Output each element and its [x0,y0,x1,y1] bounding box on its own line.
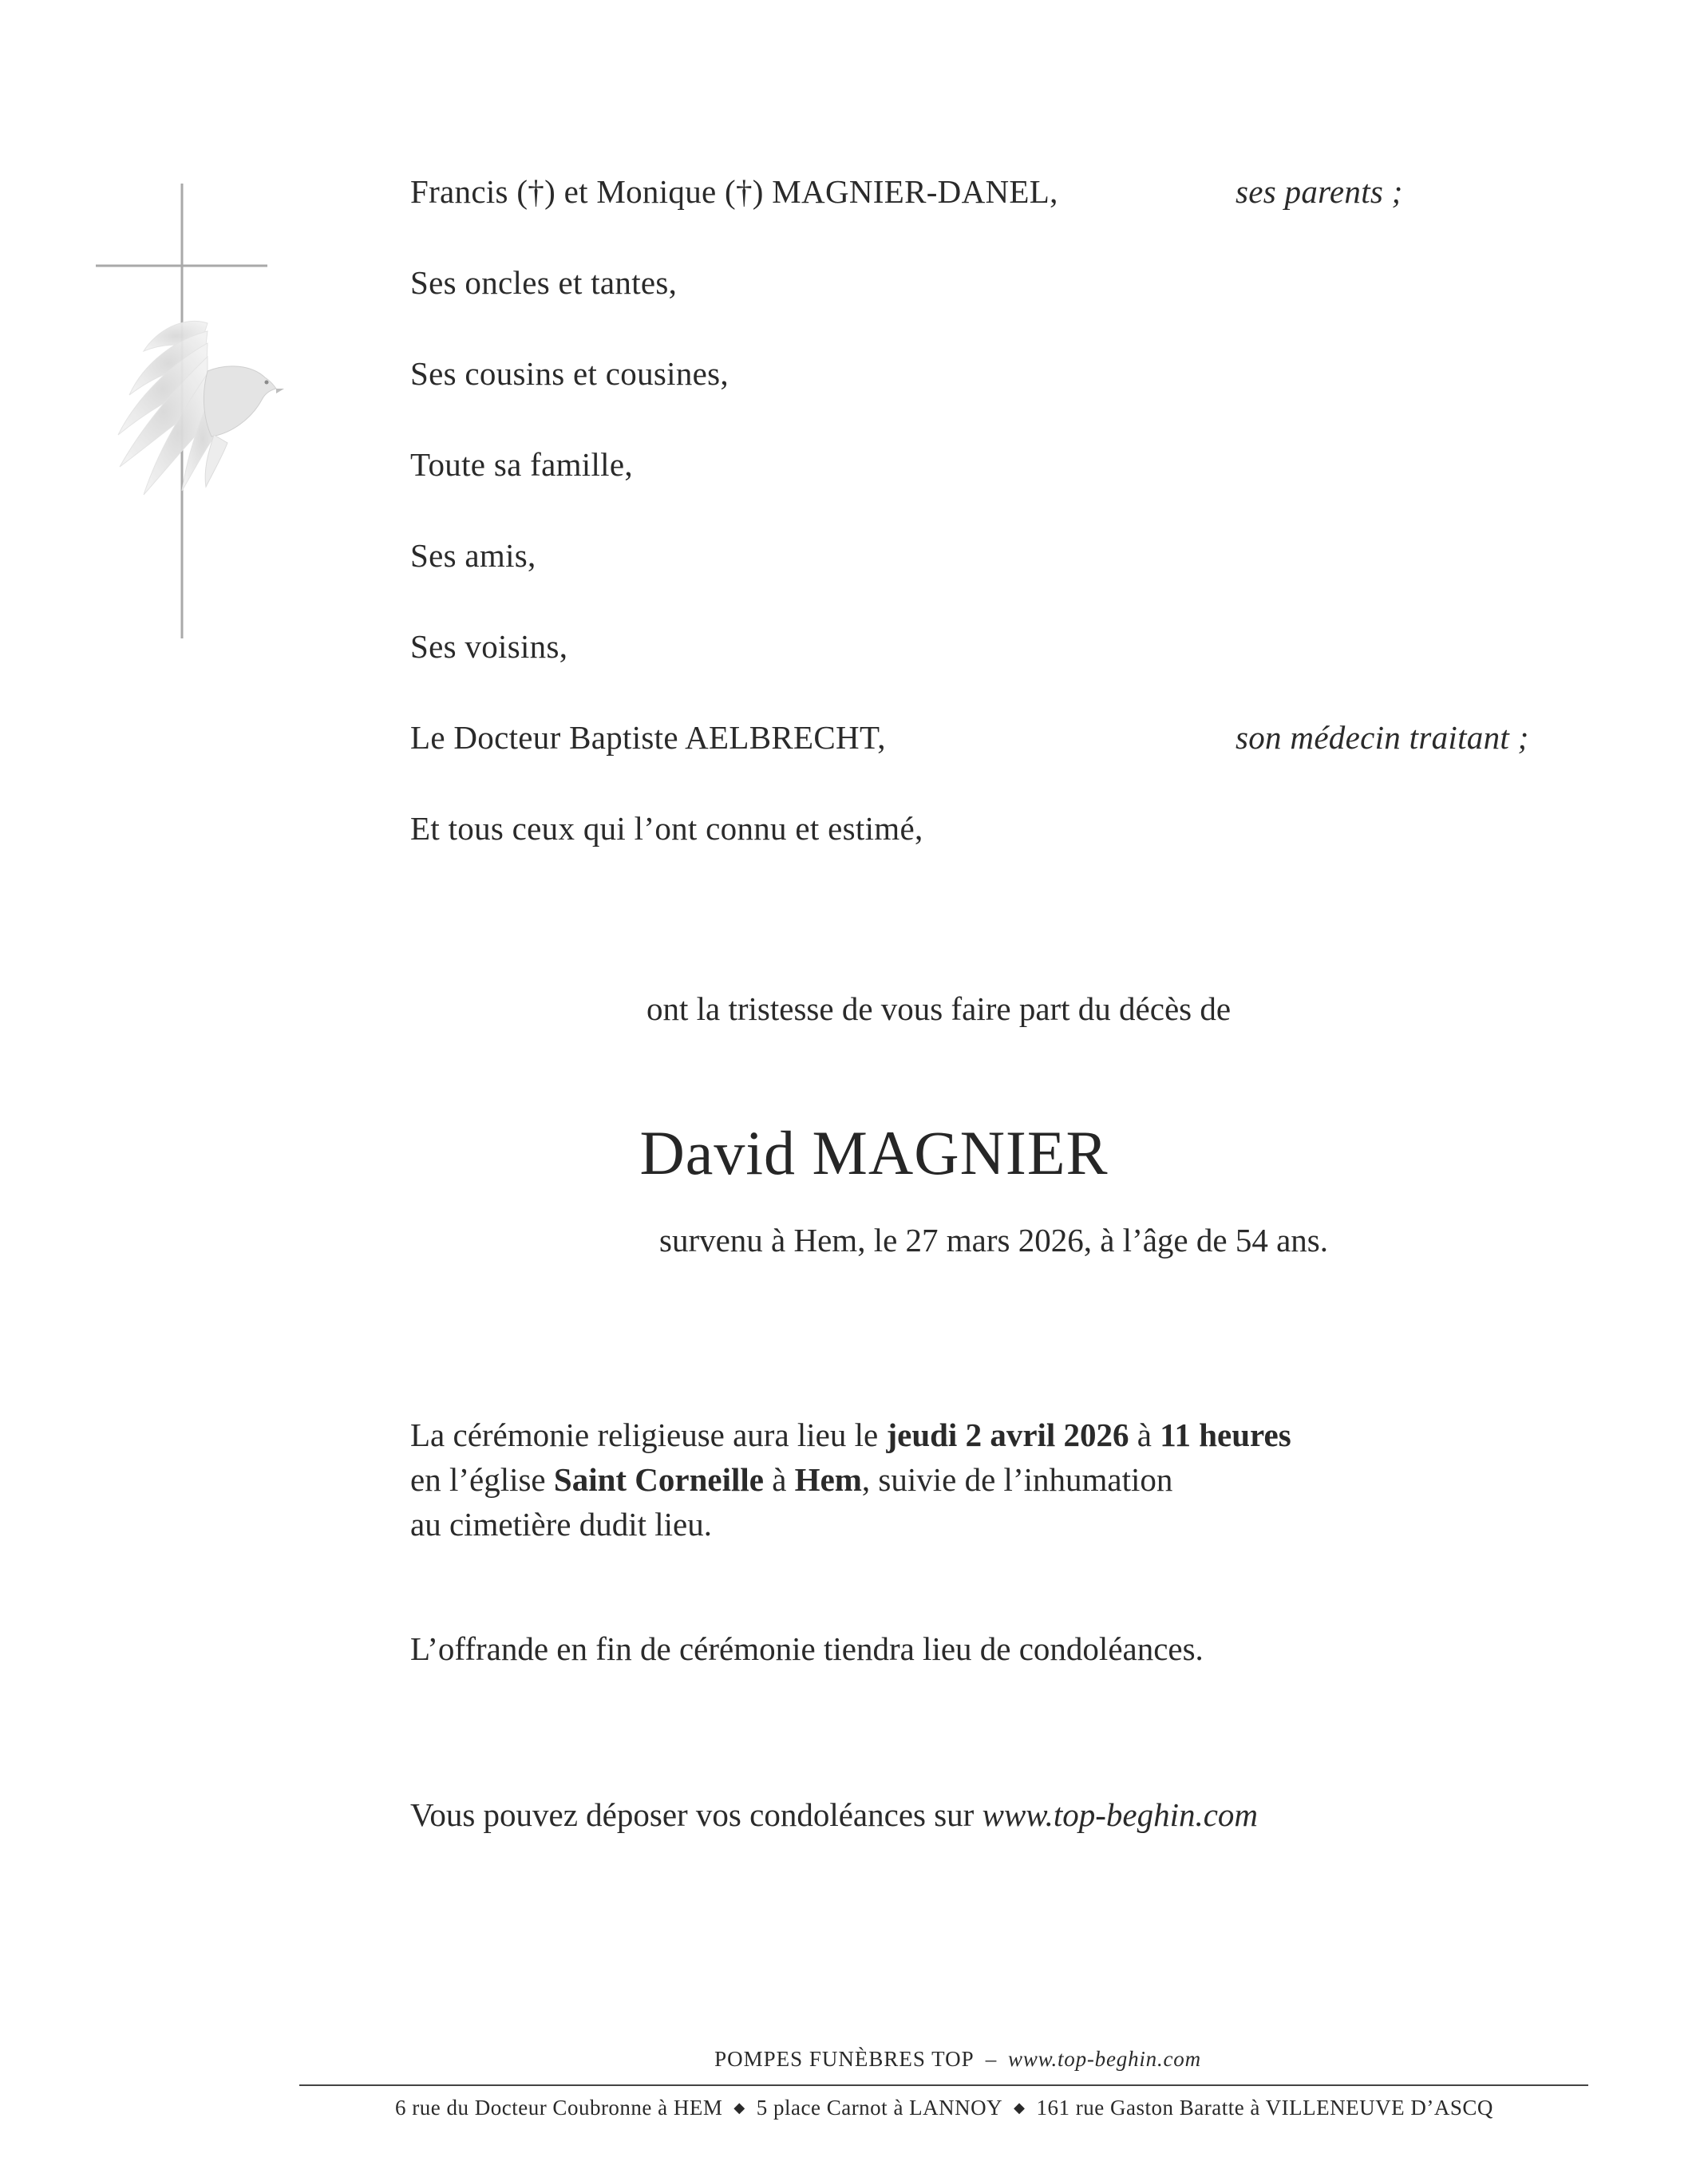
footer-website-link[interactable]: www.top-beghin.com [1008,2047,1201,2071]
ceremony-line-2 [410,1457,1291,1502]
company-name: POMPES FUNÈBRES TOP [714,2047,975,2071]
family-member-name: Et tous ceux qui l’ont connu et estimé, [410,810,923,847]
condolence-line [410,1796,1258,1834]
ceremony-line-3: au cimetière dudit lieu. [410,1506,712,1543]
family-member-name: Ses oncles et tantes, [410,264,678,301]
church-mid: à [763,1461,795,1498]
family-member-name: Toute sa famille, [410,446,633,483]
address-villeneuve: 161 rue Gaston Baratte à VILLENEUVE D’ASCQ [1036,2096,1493,2120]
ceremony-time: 11 heures [1160,1416,1291,1453]
family-row [410,353,1591,444]
family-member-name: Francis (†) et Monique (†) MAGNIER-DANEL, [410,173,1058,210]
family-row [410,535,1591,626]
cross-dove-emblem [88,180,295,642]
church-prefix: en l’église [410,1461,554,1498]
family-row [410,717,1591,808]
church-town: Hem [794,1461,862,1498]
address-hem: 6 rue du Docteur Coubronne à HEM [395,2096,723,2120]
deceased-name-block [0,1117,1708,1189]
ceremony-prefix: La cérémonie religieuse aura lieu le [410,1416,887,1453]
footer-dash: – [985,2047,998,2071]
family-member-name: Ses voisins, [410,628,568,665]
church-name: Saint Corneille [553,1461,764,1498]
family-member-name: Le Docteur Baptiste AELBRECHT, [410,719,886,756]
offering-text: L’offrande en fin de cérémonie tiendra lieu de condoléances. [410,1630,1204,1667]
family-row [410,262,1591,353]
cross-dove-icon [88,180,295,642]
ceremony-line-1 [410,1413,1291,1457]
diamond-icon: ◆ [1014,2100,1026,2116]
family-member-name: Ses amis, [410,537,536,574]
condolence-website-link[interactable]: www.top-beghin.com [982,1796,1259,1833]
family-list [410,171,1591,899]
ceremony-date: jeudi 2 avril 2026 [886,1416,1129,1453]
family-row [410,171,1591,262]
family-relation: son médecin traitant ; [1236,719,1529,756]
ceremony-paragraph [410,1413,1291,1547]
family-row [410,626,1591,717]
ceremony-mid: à [1129,1416,1160,1453]
family-member-name: Ses cousins et cousines, [410,355,729,392]
burial-text: , suivie de l’inhumation [861,1461,1173,1498]
family-row [410,808,1591,899]
announcement-text: ont la tristesse de vous faire part du décès de [646,990,1232,1027]
diamond-icon: ◆ [733,2100,745,2116]
family-relation: ses parents ; [1236,173,1403,210]
deceased-name: David MAGNIER [639,1118,1109,1187]
footer-header [0,2047,1708,2072]
condolence-text: Vous pouvez déposer vos condoléances sur [410,1796,982,1833]
family-row [410,444,1591,535]
address-lannoy: 5 place Carnot à LANNOY [756,2096,1003,2120]
death-info: survenu à Hem, le 27 mars 2026, à l’âge de 54 ans. [659,1222,1328,1258]
footer-addresses [395,2096,1493,2120]
footer-divider [299,2084,1588,2086]
